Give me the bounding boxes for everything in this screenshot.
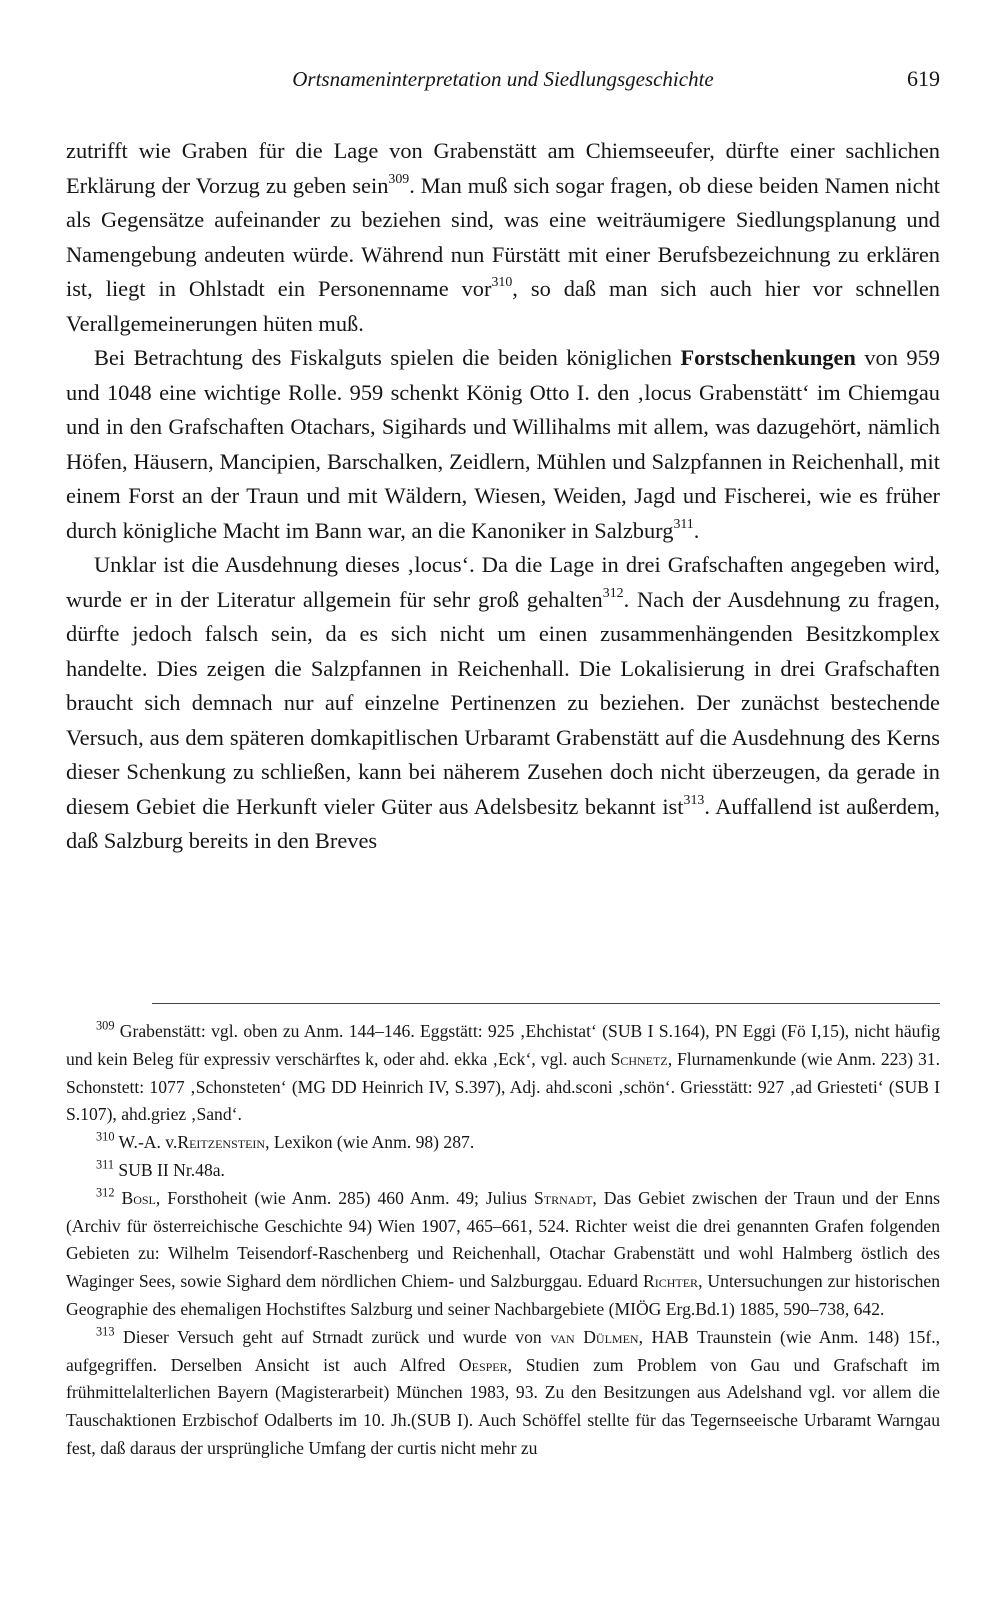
footnote-text: , Das Gebiet zwischen der Traun und der Enns (Archiv für österreichische Geschichte 94) Wien 1907, 465–661, 524. Richter weist die drei genannten Grafen folgenden Gebieten zu: Wilhelm Teisendorf-Raschenberg und Reichenhall, Otachar Grabenstätt und wohl Halmberg östlich des Waginger Sees, sowie Sighard dem nördlichen Chiem- und Salzburggau. Eduard <box>66 1187 941 1292</box>
footnote-text: , Flurnamenkunde (wie Anm. 223) 31. Schonstett: 1077 ‚Schonsteten‘ (MG DD Heinrich IV, S.397), Adj. ahd.sconi ‚schön‘. Griesstätt: 927 ‚ad Griesteti‘ (SUB I S.107), ahd.griez ‚Sand‘. <box>66 1048 940 1125</box>
footnotes <box>66 1018 940 1463</box>
paragraph-2 <box>66 341 940 548</box>
footnote-311 <box>66 1157 940 1185</box>
bold-term: Forstschenkungen <box>680 345 856 370</box>
footnote-ref-311[interactable]: 311 <box>673 516 694 532</box>
paragraph-text: zutrifft wie Graben für die Lage von Grabenstätt am Chiemseeufer, dürfte einer sachlichen Erklärung der Vorzug zu geben sein <box>66 138 940 198</box>
author-name: Schnetz <box>610 1048 668 1069</box>
paragraph-1 <box>66 134 940 341</box>
paragraph-text: , so daß man sich auch hier vor schnellen Verallgemeinerungen hüten muß. <box>66 276 941 336</box>
page-header <box>66 64 940 94</box>
paragraph-text: . Man muß sich sogar fragen, ob diese beiden Namen nicht als Gegensätze aufeinander zu beziehen sind, was eine weiträumigere Siedlungsplanung und Namengebung andeuten würde. Während nun Fürstätt mit einer Berufsbezeichnung zu erklären ist, liegt in Ohlstadt ein Personenname vor <box>66 172 940 301</box>
paragraph-text: . <box>693 517 700 543</box>
footnote-text: , Untersuchungen zur historischen Geographie des ehemaligen Hochstiftes Salzburg und seiner Nachbargebiete (MIÖG Erg.Bd.1) 1885, 590–738, 642. <box>66 1271 940 1319</box>
footnote-text: Dieser Versuch geht auf Strnadt zurück und wurde von <box>114 1326 551 1347</box>
footnote-number: 311 <box>96 1157 115 1172</box>
footnote-313 <box>66 1324 940 1463</box>
footnote-ref-313[interactable]: 313 <box>683 792 705 808</box>
footnote-number: 310 <box>96 1129 115 1144</box>
main-text <box>66 134 940 859</box>
footnote-separator <box>152 1003 940 1004</box>
footnote-text: , Lexikon (wie Anm. 98) 287. <box>265 1132 475 1153</box>
author-name: Reitzenstein <box>177 1132 266 1153</box>
footnote-text: SUB II Nr.48a. <box>114 1159 225 1180</box>
author-name: van Dülmen <box>550 1326 639 1347</box>
paragraph-3 <box>66 548 940 859</box>
author-name: Strnadt <box>533 1187 593 1208</box>
page-number: 619 <box>907 66 940 91</box>
footnote-number: 312 <box>96 1185 115 1200</box>
footnote-312 <box>66 1185 940 1324</box>
footnote-309 <box>66 1018 940 1129</box>
footnote-text: , HAB Traunstein (wie Anm. 148) 15f., aufgegriffen. Derselben Ansicht ist auch Alfred <box>66 1326 940 1375</box>
footnote-ref-312[interactable]: 312 <box>602 585 624 601</box>
paragraph-text: . Nach der Ausdehnung zu fragen, dürfte jedoch falsch sein, da es sich nicht um einen zusammenhängenden Besitzkomplex handelte. Dies zeigen die Salzpfannen in Reichenhall. Die Lokalisierung in drei Grafschaften braucht sich demnach nur auf einzelne Pertinenzen zu beziehen. Der zunächst bestechende Versuch, aus dem späteren domkapitlischen Urbaramt Grabenstätt auf die Ausdehnung des Kerns dieser Schenkung zu schließen, kann bei näherem Zusehen doch nicht überzeugen, da gerade in diesem Gebiet die Herkunft vieler Güter aus Adelsbesitz bekannt ist <box>66 586 941 819</box>
author-name: Bosl <box>121 1187 156 1208</box>
footnote-text: , Studien zum Problem von Gau und Grafschaft im frühmittelalterlichen Bayern (Magisterarbeit) München 1983, 93. Zu den Besitzungen aus Adelshand vgl. vor allem die Tauschaktionen Erzbischof Odalberts im 10. Jh.(SUB I). Auch Schöffel stellte für das Tegernseeische Urbaramt Warngau fest, daß daraus der ursprüngliche Umfang der curtis nicht mehr zu <box>66 1354 940 1458</box>
footnote-text: Grabenstätt: vgl. oben zu Anm. 144–146. Eggstätt: 925 ‚Ehchistat‘ (SUB I S.164), PN Eggi (Fö I,15), nicht häufig und kein Beleg für expressiv verschärftes k, oder ahd. ekka ‚Eck‘, vgl. auch <box>66 1021 940 1069</box>
footnote-text: , Forsthoheit (wie Anm. 285) 460 Anm. 49; Julius <box>155 1187 534 1208</box>
author-name: Oesper <box>458 1354 508 1375</box>
author-name: Richter <box>643 1271 699 1292</box>
footnote-number: 313 <box>96 1324 115 1339</box>
paragraph-text: . Auffallend ist außerdem, daß Salzburg bereits in den Breves <box>66 793 940 853</box>
footnote-number: 309 <box>96 1018 115 1033</box>
running-title: Ortsnameninterpretation und Siedlungsgeschichte <box>292 67 714 91</box>
paragraph-text: Bei Betrachtung des Fiskalguts spielen die beiden königlichen <box>94 345 681 370</box>
footnote-ref-310[interactable]: 310 <box>491 275 513 291</box>
footnote-310 <box>66 1129 940 1157</box>
paragraph-text: von 959 und 1048 eine wichtige Rolle. 959 schenkt König Otto I. den ‚locus Grabenstätt‘ im Chiemgau und in den Grafschaften Otachars, Sigihards und Willihalms mit allem, was dazugehört, nämlich Höfen, Häusern, Mancipien, Barschalken, Zeidlern, Mühlen und Salzpfannen in Reichenhall, mit einem Forst an der Traun und mit Wäldern, Wiesen, Weiden, Jagd und Fischerei, wie es früher durch königliche Macht im Bann war, an die Kanoniker in Salzburg <box>66 345 940 543</box>
paragraph-text: Unklar ist die Ausdehnung dieses ‚locus‘. Da die Lage in drei Grafschaften angegeben wird, wurde er in der Literatur allgemein für sehr groß gehalten <box>66 552 940 612</box>
footnote-ref-309[interactable]: 309 <box>388 171 410 187</box>
footnote-text: W.-A. v. <box>114 1132 178 1153</box>
